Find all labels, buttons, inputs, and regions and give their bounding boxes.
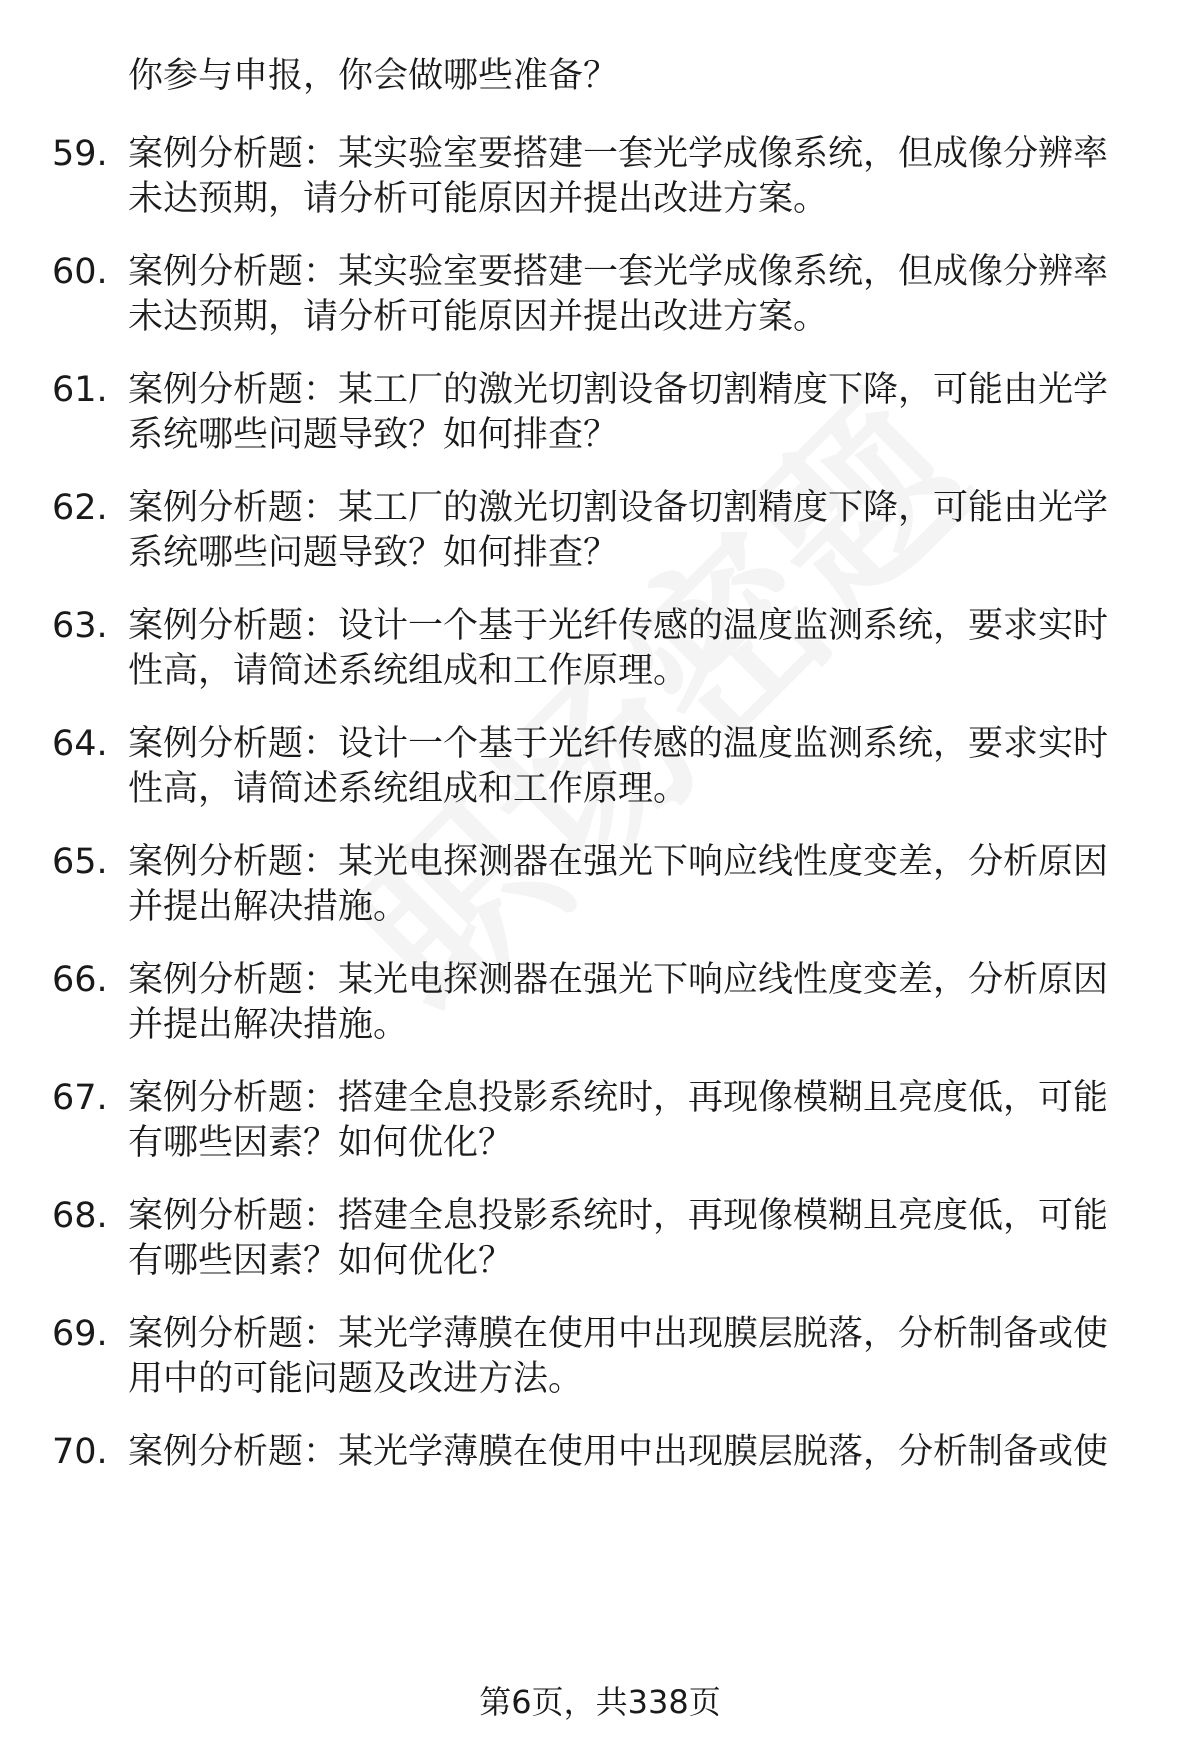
question-line-2: 并提出解决措施。	[128, 1005, 409, 1045]
question-line-1: 案例分析题：某光电探测器在强光下响应线性度变差，分析原因	[128, 842, 1109, 882]
page-footer: 第6页，共338页	[479, 1683, 721, 1721]
question-line-1: 案例分析题：某工厂的激光切割设备切割精度下降，可能由光学	[128, 488, 1109, 528]
question-number: 66.	[52, 960, 108, 1000]
question-number: 63.	[52, 606, 108, 646]
question-line-1: 案例分析题：某光学薄膜在使用中出现膜层脱落，分析制备或使	[128, 1432, 1109, 1472]
question-line-2: 未达预期，请分析可能原因并提出改进方案。	[128, 297, 829, 337]
question-number: 62.	[52, 488, 108, 528]
question-number: 67.	[52, 1078, 108, 1118]
question-line-2: 系统哪些问题导致？如何排查？	[128, 533, 619, 573]
question-line-1: 案例分析题：某实验室要搭建一套光学成像系统，但成像分辨率	[128, 252, 1109, 292]
question-line-1: 案例分析题：搭建全息投影系统时，再现像模糊且亮度低，可能	[128, 1196, 1109, 1236]
question-line-1: 案例分析题：某光电探测器在强光下响应线性度变差，分析原因	[128, 960, 1109, 1000]
question-number: 69.	[52, 1314, 108, 1354]
question-line-2: 未达预期，请分析可能原因并提出改进方案。	[128, 179, 829, 219]
question-line-2: 用中的可能问题及改进方法。	[128, 1359, 584, 1399]
question-line-2: 性高，请简述系统组成和工作原理。	[128, 651, 689, 691]
continuation-line: 你参与申报，你会做哪些准备？	[128, 56, 619, 96]
question-line-2: 有哪些因素？如何优化？	[128, 1241, 514, 1281]
question-line-1: 案例分析题：设计一个基于光纤传感的温度监测系统，要求实时	[128, 606, 1109, 646]
question-line-1: 案例分析题：某实验室要搭建一套光学成像系统，但成像分辨率	[128, 134, 1109, 174]
question-line-1: 案例分析题：某光学薄膜在使用中出现膜层脱落，分析制备或使	[128, 1314, 1109, 1354]
question-number: 60.	[52, 252, 108, 292]
question-line-2: 系统哪些问题导致？如何排查？	[128, 415, 619, 455]
question-line-2: 有哪些因素？如何优化？	[128, 1123, 514, 1163]
question-line-1: 案例分析题：搭建全息投影系统时，再现像模糊且亮度低，可能	[128, 1078, 1109, 1118]
question-number: 65.	[52, 842, 108, 882]
question-number: 61.	[52, 370, 108, 410]
question-line-1: 案例分析题：设计一个基于光纤传感的温度监测系统，要求实时	[128, 724, 1109, 764]
question-number: 64.	[52, 724, 108, 764]
question-line-1: 案例分析题：某工厂的激光切割设备切割精度下降，可能由光学	[128, 370, 1109, 410]
question-number: 59.	[52, 134, 108, 174]
question-number: 68.	[52, 1196, 108, 1236]
question-line-2: 性高，请简述系统组成和工作原理。	[128, 769, 689, 809]
question-number: 70.	[52, 1432, 108, 1472]
question-line-2: 并提出解决措施。	[128, 887, 409, 927]
